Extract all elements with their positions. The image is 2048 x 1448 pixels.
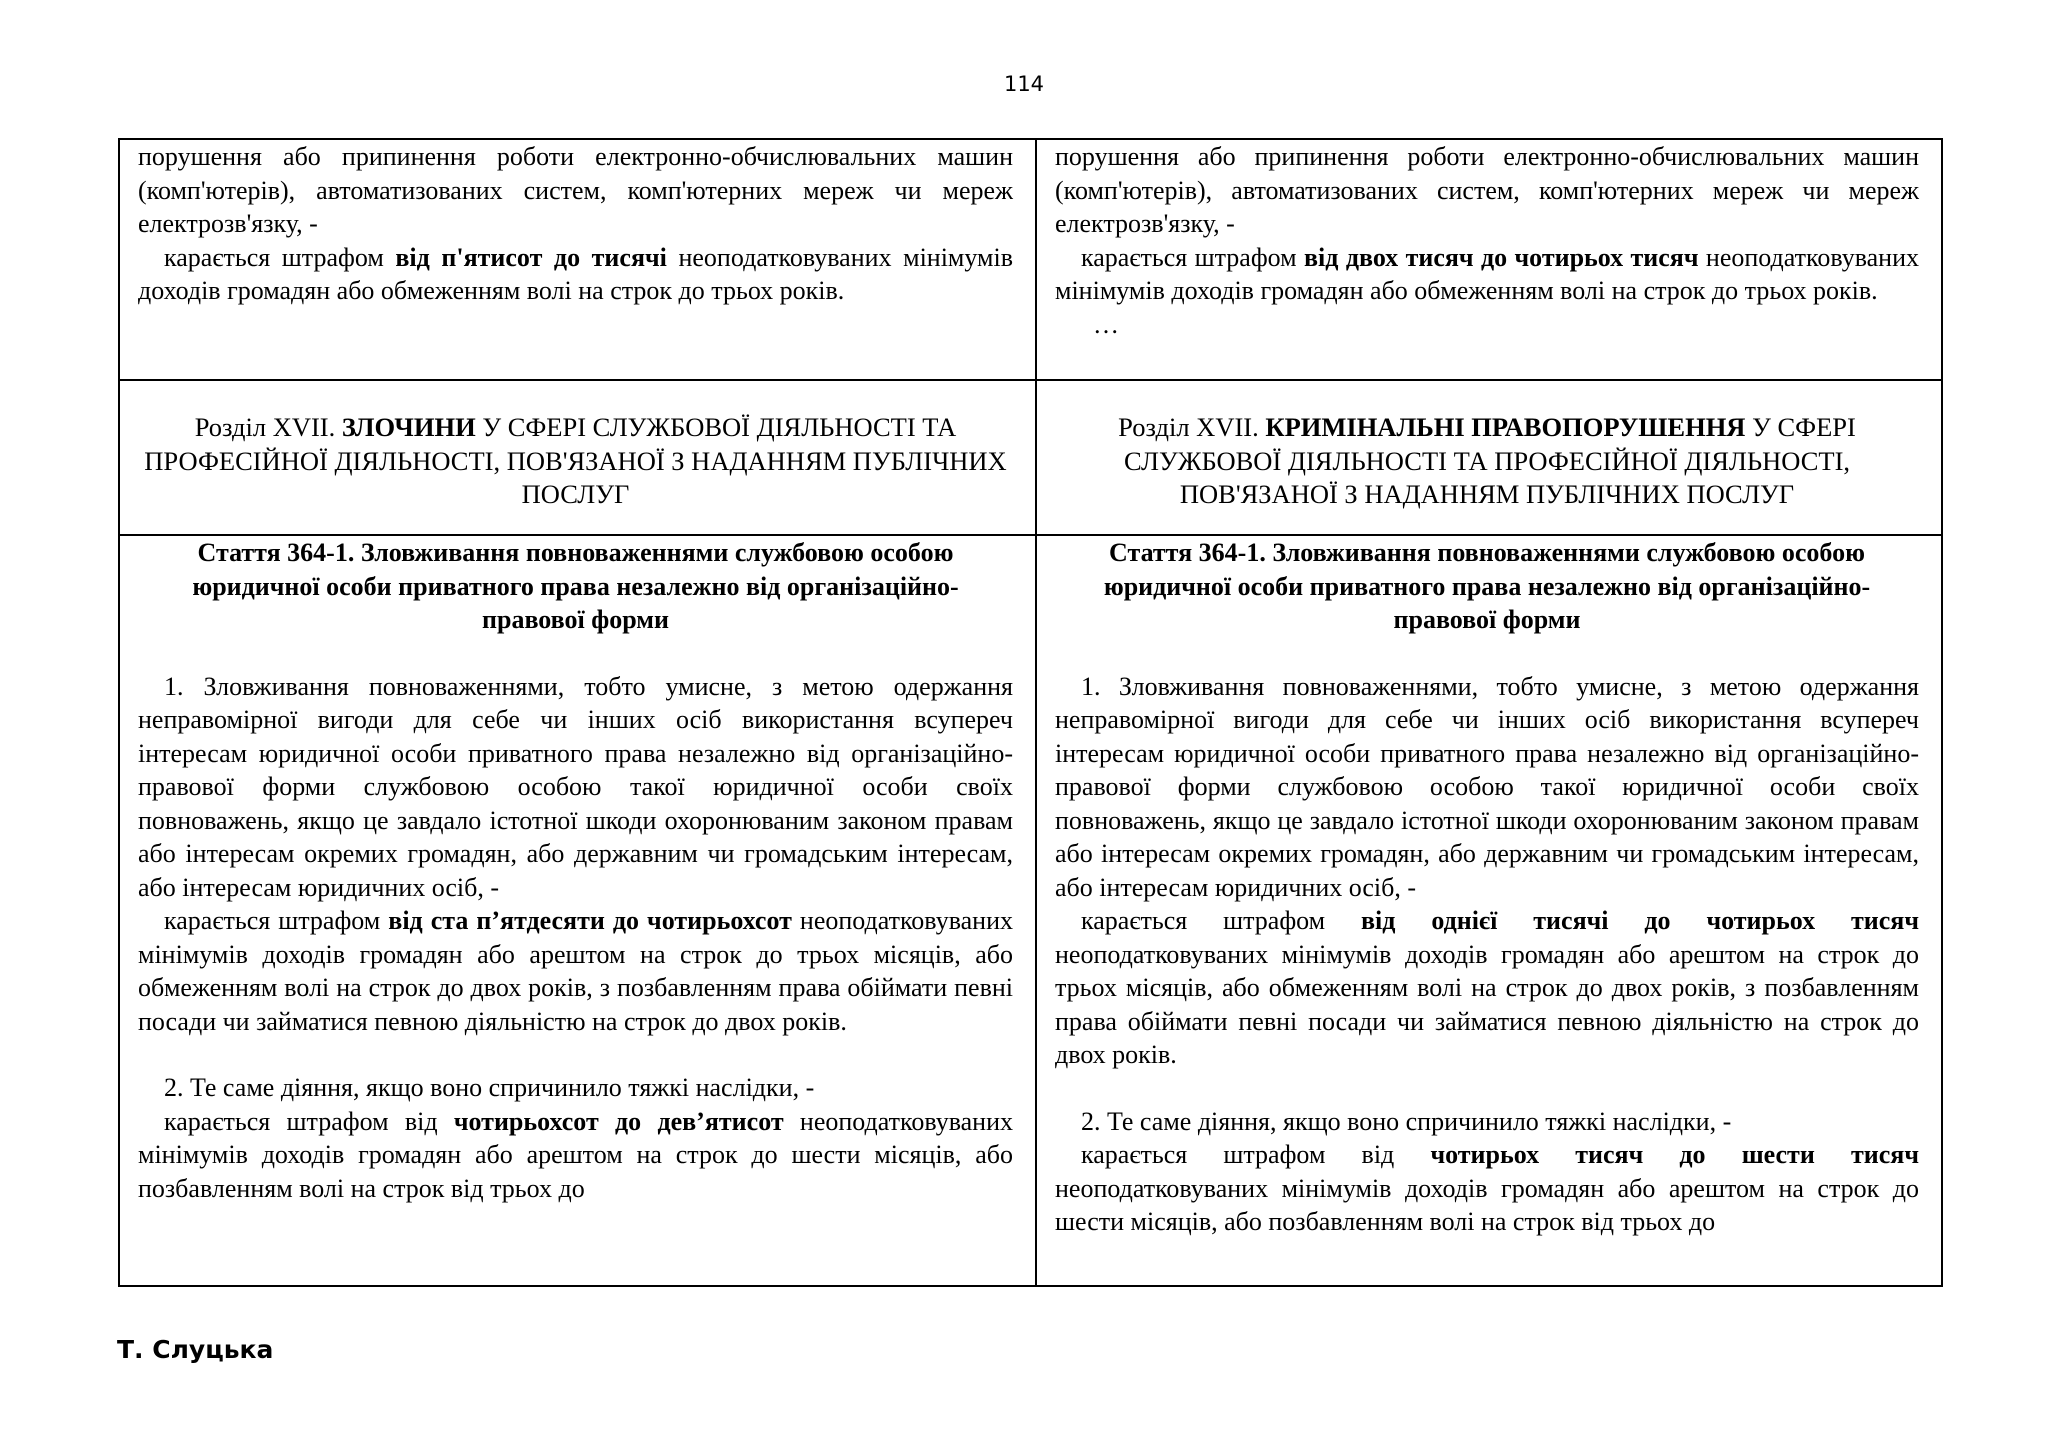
ellipsis: … <box>1093 309 1119 339</box>
cell-proposed-version <box>1036 380 1942 535</box>
penalty-amount: від однієї тисячі до чотирьох тисяч <box>1361 906 1919 935</box>
penalty-paragraph: карається штрафом від чотирьох тисяч до шести тисяч неоподатковуваних мінімумів доходів громадян або арештом на строк до шести місяців, або позбавленням волі на строк від трьох до <box>1055 1140 1919 1236</box>
article-title: Стаття 364-1. Зловживання повноваженнями службовою особою юридичної особи приватного права незалежно від організаційно-правової форми <box>192 538 959 634</box>
cell-proposed-version <box>1036 139 1942 380</box>
cell-current-version <box>119 139 1036 380</box>
signature: Т. Слуцька <box>117 1335 274 1364</box>
section-title: Розділ XVII. ЗЛОЧИНИ У СФЕРІ СЛУЖБОВОЇ ДІЯЛЬНОСТІ ТА ПРОФЕСІЙНОЇ ДІЯЛЬНОСТІ, ПОВ'ЯЗАНОЇ З НАДАННЯМ ПУБЛІЧНИХ ПОСЛУГ <box>144 412 1007 509</box>
paragraph: порушення або припинення роботи електронно-обчислювальних машин (комп'ютерів), автоматизованих систем, комп'ютерних мереж чи мереж електрозв'язку, - <box>138 142 1013 238</box>
page-number: 114 <box>1003 72 1045 96</box>
penalty-paragraph: карається штрафом від п'ятисот до тисячі неоподатковуваних мінімумів доходів громадян або обмеженням волі на строк до трьох років. <box>138 242 1013 305</box>
table-row-article <box>119 535 1942 1286</box>
section-title: Розділ XVII. КРИМІНАЛЬНІ ПРАВОПОРУШЕННЯ У СФЕРІ СЛУЖБОВОЇ ДІЯЛЬНОСТІ ТА ПРОФЕСІЙНОЇ ДІЯЛЬНОСТІ, ПОВ'ЯЗАНОЇ З НАДАННЯМ ПУБЛІЧНИХ ПОСЛУГ <box>1118 412 1856 509</box>
article-part-1: 1. Зловживання повноваженнями, тобто умисне, з метою одержання неправомірної вигоди для себе чи інших осіб використання всупереч інтересам юридичної особи приватного права незалежно від організаційно-правової форми службовою особою такої юридичної особи своїх повноважень, якщо це завдало істотної шкоди охоронюваним законом правам або інтересам окремих громадян, або державним чи громадським інтересам, або інтересам юридичних осіб, - <box>138 671 1013 902</box>
penalty-amount: від п'ятисот до тисячі <box>395 242 667 272</box>
penalty-paragraph: карається штрафом від чотирьохсот до дев’ятисот неоподатковуваних мінімумів доходів громадян або арештом на строк до шести місяців, або позбавленням волі на строк від трьох до <box>138 1106 1014 1203</box>
penalty-amount: від двох тисяч до чотирьох тисяч <box>1304 242 1699 272</box>
article-part-2: 2. Те саме діяння, якщо воно спричинило тяжкі наслідки, - <box>1081 1106 1732 1136</box>
penalty-amount: від ста п’ятдесяти до чотирьохсот <box>388 906 792 935</box>
article-part-2: 2. Те саме діяння, якщо воно спричинило тяжкі наслідки, - <box>164 1073 815 1102</box>
penalty-amount: чотирьохсот до дев’ятисот <box>453 1106 784 1136</box>
penalty-paragraph: карається штрафом від однієї тисячі до чотирьох тисяч неоподатковуваних мінімумів доходів громадян або арештом на строк до трьох місяців, або обмеженням волі на строк до двох років, з позбавленням права обіймати певні посади чи займатися певною діяльністю на строк до двох років. <box>1055 906 1919 1069</box>
table-row-previous-text <box>119 139 1942 380</box>
table-row-section-heading <box>119 380 1942 535</box>
comparison-table <box>118 138 1943 1287</box>
penalty-paragraph: карається штрафом від двох тисяч до чотирьох тисяч неоподатковуваних мінімумів доходів громадян або обмеженням волі на строк до трьох років. <box>1055 242 1920 305</box>
article-title: Стаття 364-1. Зловживання повноваженнями службовою особою юридичної особи приватного права незалежно від організаційно-правової форми <box>1103 538 1871 634</box>
paragraph: порушення або припинення роботи електронно-обчислювальних машин (комп'ютерів), автоматизованих систем, комп'ютерних мереж чи мереж електрозв'язку, - <box>1055 142 1919 238</box>
penalty-paragraph: карається штрафом від ста п’ятдесяти до чотирьохсот неоподатковуваних мінімумів доходів громадян або арештом на строк до трьох місяців, або обмеженням волі на строк до двох років, з позбавленням права обіймати певні посади чи займатися певною діяльністю на строк до двох років. <box>138 906 1013 1036</box>
cell-current-version <box>119 535 1036 1286</box>
penalty-amount: чотирьох тисяч до шести тисяч <box>1430 1140 1919 1169</box>
cell-current-version <box>119 380 1036 535</box>
article-part-1: 1. Зловживання повноваженнями, тобто умисне, з метою одержання неправомірної вигоди для себе чи інших осіб використання всупереч інтересам юридичної особи приватного права незалежно від організаційно-правової форми службовою особою такої юридичної особи своїх повноважень, якщо це завдало істотної шкоди охоронюваним законом правам або інтересам окремих громадян, або державним чи громадським інтересам, або інтересам юридичних осіб, - <box>1055 671 1919 902</box>
cell-proposed-version <box>1036 535 1942 1286</box>
